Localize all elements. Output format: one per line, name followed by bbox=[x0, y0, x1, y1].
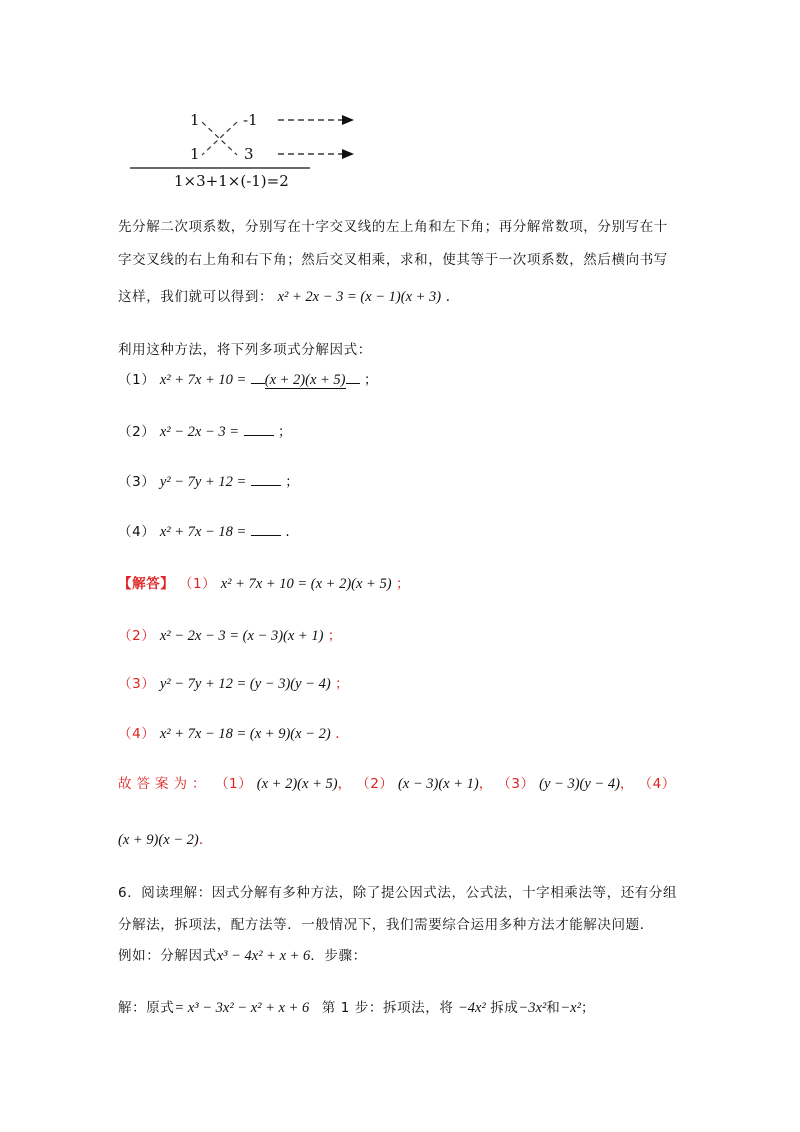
intro-line-2: 字交叉线的右上角和右下角；然后交叉相乘，求和，使其等于一次项系数，然后横向书写 bbox=[118, 252, 668, 268]
answer-blank[interactable] bbox=[251, 521, 281, 536]
task-item-expr: x² + 7x − 18 = bbox=[159, 524, 247, 540]
final-sep: ， bbox=[478, 776, 493, 792]
solution-item-4 bbox=[118, 722, 340, 743]
task-item-end: ； bbox=[363, 372, 379, 388]
solution-item-end: ； bbox=[327, 628, 342, 644]
solution-item-num: （4） bbox=[118, 726, 156, 742]
example-suffix: ．步骤： bbox=[310, 948, 367, 964]
diagram-top-left: 1 bbox=[190, 111, 200, 129]
solution-item-expr: x² − 2x − 3 = (x − 3)(x + 1) bbox=[159, 628, 324, 644]
task-item-1 bbox=[118, 368, 378, 389]
answer-blank-trail bbox=[346, 369, 360, 384]
final-label: 故答案为： bbox=[118, 776, 211, 792]
step-term-1: −4x² bbox=[457, 1000, 486, 1016]
final-num: （1） bbox=[214, 776, 253, 792]
intro-line-3 bbox=[118, 285, 450, 306]
answer-blank[interactable] bbox=[244, 421, 274, 436]
problem6-example bbox=[118, 944, 367, 965]
final-answer-line bbox=[118, 772, 678, 793]
solution-item-2 bbox=[118, 624, 342, 645]
solution-item-num: （2） bbox=[118, 628, 156, 644]
task-item-expr: x² − 2x − 3 = bbox=[159, 424, 240, 440]
diagram-bottom-right: 3 bbox=[244, 145, 254, 163]
sol-expr: = x³ − 3x² − x² + x + 6 bbox=[174, 1000, 310, 1016]
step-term-3: −x² bbox=[560, 1000, 581, 1016]
final-expr: (x + 9)(x − 2) bbox=[118, 832, 199, 848]
problem6-line-2: 分解法，拆项法，配方法等．一般情况下，我们需要综合运用多种方法才能解决问题． bbox=[118, 917, 654, 933]
step-end: ； bbox=[580, 1000, 596, 1016]
task-item-num: （1） bbox=[118, 372, 156, 388]
step-and: 和 bbox=[546, 1000, 561, 1016]
task-item-end: . bbox=[285, 524, 290, 540]
problem6-solution bbox=[118, 996, 595, 1017]
intro-line-1: 先分解二次项系数，分别写在十字交叉线的左上角和左下角；再分解常数项，分别写在十 bbox=[118, 219, 668, 235]
intro-end: . bbox=[445, 289, 451, 305]
final-expr: (x + 2)(x + 5) bbox=[256, 776, 338, 792]
example-prefix: 例如：分解因式 bbox=[118, 948, 217, 964]
final-expr: (y − 3)(y − 4) bbox=[539, 776, 620, 792]
task-item-answer: (x + 2)(x + 5) bbox=[264, 372, 346, 388]
arrow-head-top bbox=[342, 115, 354, 125]
final-expr: (x − 3)(x + 1) bbox=[397, 776, 479, 792]
task-item-4 bbox=[118, 520, 290, 541]
task-title: 利用这种方法，将下列多项式分解因式： bbox=[118, 342, 372, 358]
task-item-expr: y² − 7y + 12 = bbox=[159, 474, 247, 490]
task-item-end: ； bbox=[285, 474, 300, 490]
solution-item-num: （3） bbox=[118, 676, 156, 692]
task-item-end: ； bbox=[277, 424, 293, 440]
final-answer-line-2 bbox=[118, 832, 203, 849]
final-num: （4） bbox=[638, 776, 676, 792]
solution-item-end: . bbox=[335, 726, 340, 742]
final-end: . bbox=[198, 832, 204, 848]
solution-item-expr: x² + 7x − 18 = (x + 9)(x − 2) bbox=[159, 726, 331, 742]
solution-item-3 bbox=[118, 672, 349, 693]
step-label: 第 1 步：拆项法，将 bbox=[321, 1000, 454, 1016]
problem6-line-1: 6．阅读理解：因式分解有多种方法，除了提公因式法，公式法，十字相乘法等，还有分组 bbox=[118, 885, 678, 901]
task-item-3 bbox=[118, 470, 299, 491]
final-num: （3） bbox=[497, 776, 535, 792]
arrow-head-bottom bbox=[342, 149, 354, 159]
solution-item-num: （1） bbox=[178, 576, 217, 592]
solution-item-end: ； bbox=[395, 576, 411, 592]
answer-blank-lead bbox=[251, 369, 265, 384]
intro-line-3-text: 这样，我们就可以得到： bbox=[118, 289, 274, 305]
final-num: （2） bbox=[356, 776, 394, 792]
solution-label: 【解答】 bbox=[118, 576, 175, 592]
solution-item-expr: y² − 7y + 12 = (y − 3)(y − 4) bbox=[159, 676, 331, 692]
diagram-top-right: -1 bbox=[243, 111, 258, 129]
task-item-num: （4） bbox=[118, 524, 156, 540]
final-sep: ， bbox=[337, 776, 352, 792]
task-item-num: （2） bbox=[118, 424, 156, 440]
example-expr: x³ − 4x² + x + 6 bbox=[216, 948, 311, 964]
intro-formula: x² + 2x − 3 = (x − 1)(x + 3) bbox=[277, 289, 442, 305]
step-mid: 拆成 bbox=[490, 1000, 519, 1016]
diagram-bottom-left: 1 bbox=[190, 145, 200, 163]
solution-item-expr: x² + 7x + 10 = (x + 2)(x + 5) bbox=[220, 576, 392, 592]
diagram-check: 1×3+1×(-1)=2 bbox=[174, 172, 289, 190]
task-item-expr: x² + 7x + 10 = bbox=[159, 372, 247, 388]
answer-blank[interactable] bbox=[251, 471, 281, 486]
sol-prefix: 解：原式 bbox=[118, 1000, 175, 1016]
task-item-num: （3） bbox=[118, 474, 156, 490]
final-sep: ， bbox=[619, 776, 635, 792]
solution-item-end: ； bbox=[335, 676, 350, 692]
solution-item-1 bbox=[118, 572, 410, 593]
step-term-2: −3x² bbox=[518, 1000, 547, 1016]
task-item-2 bbox=[118, 420, 292, 441]
